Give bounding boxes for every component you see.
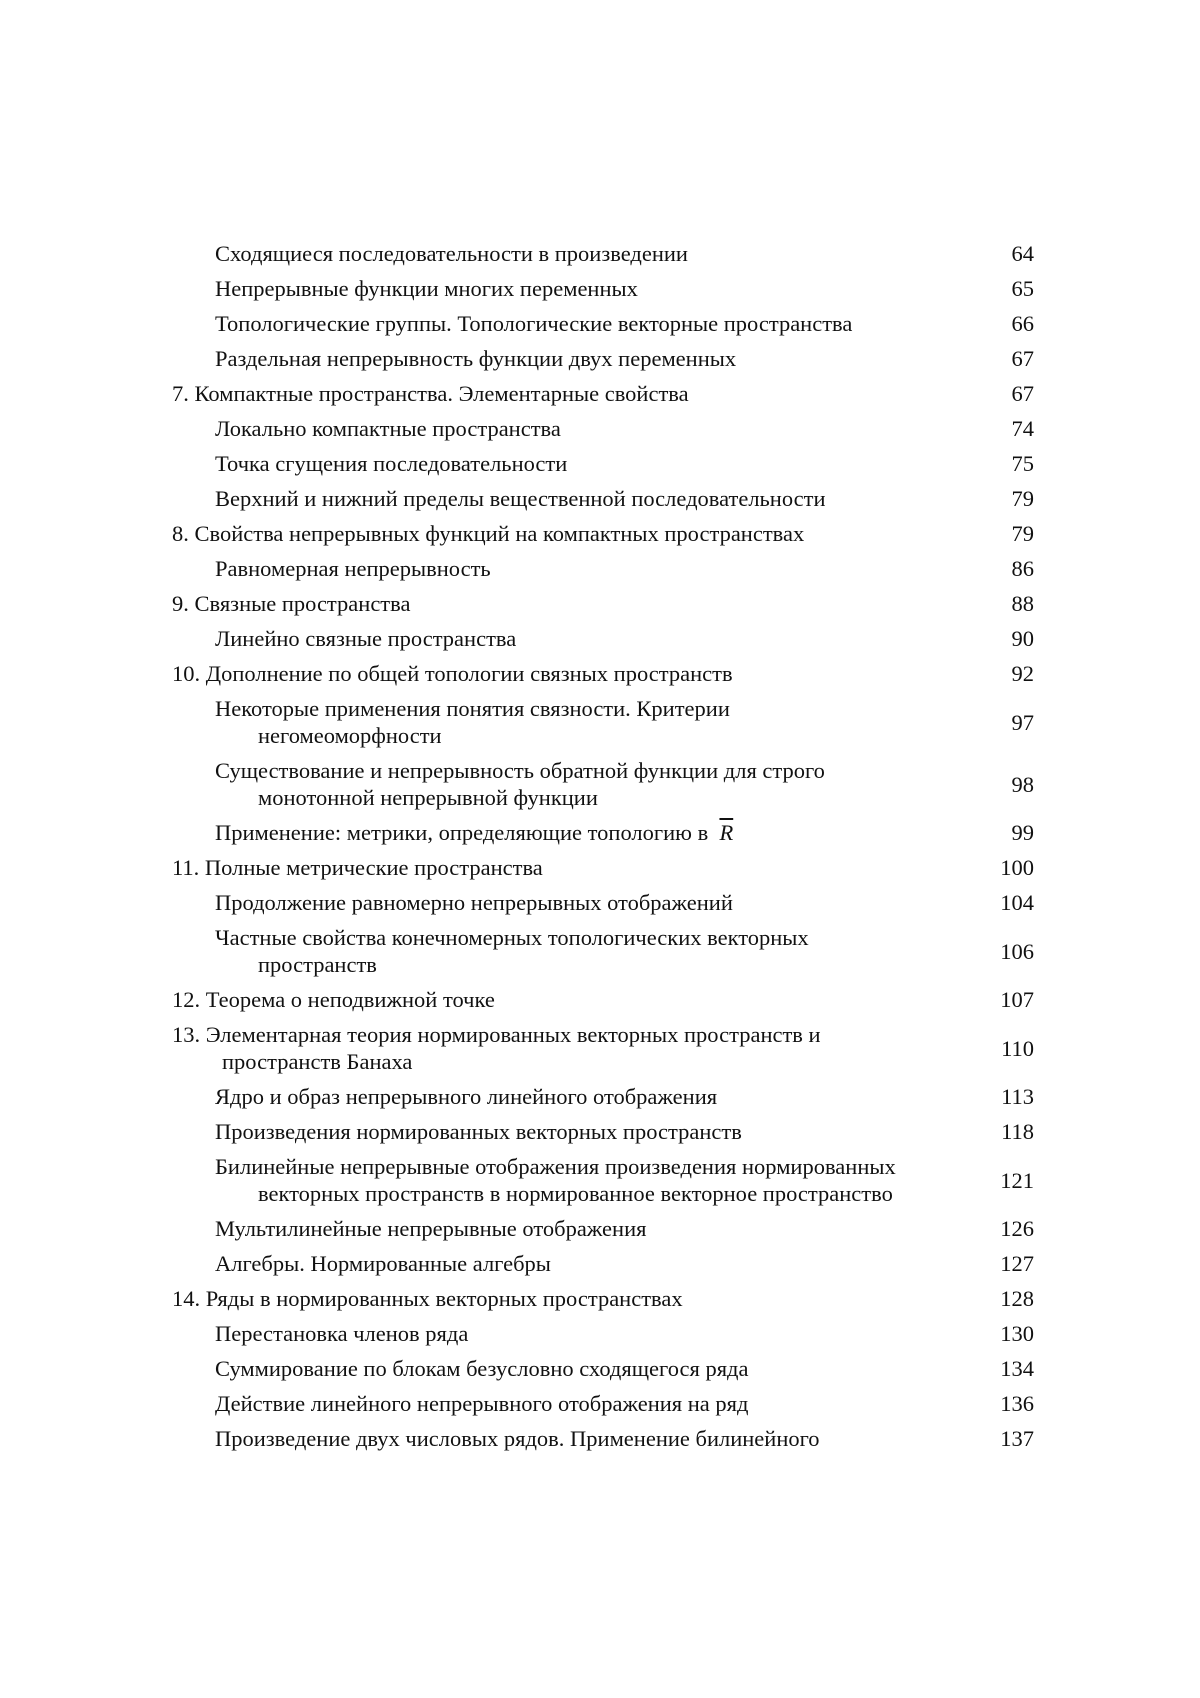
- toc-entry-page: 88: [1011, 591, 1034, 616]
- toc-entry-page: 97: [1011, 709, 1034, 735]
- toc-entry-title: 9. Связные пространства: [172, 591, 411, 616]
- toc-entry-page: 92: [1011, 661, 1034, 686]
- toc-entry-title: [172, 695, 974, 749]
- toc-entry: [172, 1115, 1034, 1150]
- toc-section-entry: [172, 377, 1034, 412]
- toc-entry-page: 64: [1011, 241, 1034, 266]
- toc-entry-title-line: 13. Элементарная теория нормированных векторных пространств и: [172, 1022, 821, 1047]
- toc-section-entry: [172, 517, 1034, 552]
- toc-entry: [172, 342, 1034, 377]
- toc-entry-page: 75: [1011, 451, 1034, 476]
- toc-entry-title: Сходящиеся последовательности в произведении: [215, 241, 688, 266]
- toc-entry-title: Продолжение равномерно непрерывных отображений: [215, 890, 733, 915]
- toc-entry-page: 90: [1011, 626, 1034, 651]
- toc-entry-title-continuation: негомеоморфности: [258, 723, 442, 748]
- toc-section-entry: [172, 851, 1034, 886]
- toc-entry-page: 100: [1000, 855, 1034, 880]
- toc-entry-title-continuation: векторных пространств в нормированное векторное пространство: [258, 1181, 893, 1206]
- toc-entry-page: 127: [1000, 1251, 1034, 1276]
- toc-entry-title: [172, 1021, 974, 1075]
- toc-entry-title: Произведения нормированных векторных пространств: [215, 1119, 742, 1144]
- toc-entry-page: 128: [1000, 1286, 1034, 1311]
- toc-entry: [172, 754, 1034, 816]
- toc-entry: [172, 1150, 1034, 1212]
- toc-entry-page: 134: [1000, 1356, 1034, 1381]
- toc-entry: [172, 921, 1034, 983]
- toc-entry-page: 110: [1001, 1035, 1034, 1061]
- toc-entry-page: 130: [1000, 1321, 1034, 1346]
- toc-entry: [172, 1422, 1034, 1457]
- toc-entry-title: 11. Полные метрические пространства: [172, 855, 543, 880]
- toc-section-entry: [172, 1282, 1034, 1317]
- toc-section-entry: [172, 983, 1034, 1018]
- toc-entry: [172, 1317, 1034, 1352]
- toc-entry-page: 79: [1011, 521, 1034, 546]
- toc-entry-title: Равномерная непрерывность: [215, 556, 491, 581]
- toc-entry-page: 74: [1011, 416, 1034, 441]
- toc-entry: [172, 552, 1034, 587]
- table-of-contents: [172, 237, 1034, 1457]
- toc-entry-title: Локально компактные пространства: [215, 416, 561, 441]
- toc-section-entry: [172, 587, 1034, 622]
- extended-reals-symbol: $\overline{R}$: [719, 820, 734, 845]
- toc-entry: [172, 307, 1034, 342]
- toc-entry-title: Суммирование по блокам безусловно сходящегося ряда: [215, 1356, 749, 1381]
- toc-entry-title: [172, 1153, 974, 1207]
- toc-entry-page: 65: [1011, 276, 1034, 301]
- toc-entry-title: Точка сгущения последовательности: [215, 451, 568, 476]
- toc-entry-title-continuation: монотонной непрерывной функции: [258, 785, 598, 810]
- toc-entry: [172, 237, 1034, 272]
- toc-entry-page: 67: [1011, 381, 1034, 406]
- toc-entry: [172, 1080, 1034, 1115]
- toc-entry-title-continuation: пространств: [258, 952, 377, 977]
- toc-entry-title: [172, 924, 974, 978]
- toc-entry-page: 107: [1000, 987, 1034, 1012]
- toc-entry-title: Мультилинейные непрерывные отображения: [215, 1216, 647, 1241]
- toc-entry-page: 106: [1000, 938, 1034, 964]
- toc-entry-page: 118: [1001, 1119, 1034, 1144]
- toc-entry-title-line: Частные свойства конечномерных топологических векторных: [215, 925, 809, 950]
- toc-entry-page: 136: [1000, 1391, 1034, 1416]
- toc-entry-title: Перестановка членов ряда: [215, 1321, 469, 1346]
- toc-entry-page: 67: [1011, 346, 1034, 371]
- toc-entry: [172, 1387, 1034, 1422]
- toc-entry-title: Алгебры. Нормированные алгебры: [215, 1251, 551, 1276]
- toc-entry-title: Раздельная непрерывность функции двух переменных: [215, 346, 737, 371]
- toc-entry-title: Верхний и нижний пределы вещественной последовательности: [215, 486, 826, 511]
- toc-entry-title-line: Билинейные непрерывные отображения произведения нормированных: [215, 1154, 896, 1179]
- toc-entry: [172, 482, 1034, 517]
- toc-entry: [172, 1247, 1034, 1282]
- toc-entry-title-text: Применение: метрики, определяющие топологию в: [215, 820, 709, 845]
- toc-entry: [172, 272, 1034, 307]
- toc-entry-title-line: Некоторые применения понятия связности. Критерии: [215, 696, 730, 721]
- toc-entry-title: Произведение двух числовых рядов. Применение билинейного: [215, 1426, 820, 1451]
- toc-entry: [172, 692, 1034, 754]
- toc-entry-title: 10. Дополнение по общей топологии связных пространств: [172, 661, 733, 686]
- toc-entry: [172, 816, 1034, 851]
- toc-entry: [172, 412, 1034, 447]
- toc-entry-page: 121: [1000, 1167, 1034, 1193]
- toc-entry: [172, 1352, 1034, 1387]
- toc-entry-page: 86: [1011, 556, 1034, 581]
- toc-entry-title: 7. Компактные пространства. Элементарные свойства: [172, 381, 689, 406]
- toc-entry-title: [172, 757, 974, 811]
- toc-entry-title: 12. Теорема о неподвижной точке: [172, 987, 495, 1012]
- toc-entry: [172, 447, 1034, 482]
- toc-entry-page: 137: [1000, 1426, 1034, 1451]
- toc-entry-title: Ядро и образ непрерывного линейного отображения: [215, 1084, 718, 1109]
- toc-entry-title: 14. Ряды в нормированных векторных пространствах: [172, 1286, 683, 1311]
- toc-entry: [172, 1212, 1034, 1247]
- toc-entry-title: Линейно связные пространства: [215, 626, 517, 651]
- toc-entry-title-line: Существование и непрерывность обратной функции для строго: [215, 758, 825, 783]
- toc-entry-page: 99: [1011, 820, 1034, 845]
- toc-entry-title-continuation: пространств Банаха: [222, 1049, 413, 1074]
- toc-entry-page: 66: [1011, 311, 1034, 336]
- toc-section-entry: [172, 657, 1034, 692]
- toc-entry-title: Действие линейного непрерывного отображения на ряд: [215, 1391, 749, 1416]
- toc-entry-page: 126: [1000, 1216, 1034, 1241]
- toc-entry-page: 113: [1001, 1084, 1034, 1109]
- toc-entry: [172, 622, 1034, 657]
- toc-entry-title: 8. Свойства непрерывных функций на компактных пространствах: [172, 521, 805, 546]
- toc-section-entry: [172, 1018, 1034, 1080]
- toc-entry: [172, 886, 1034, 921]
- toc-entry-page: 79: [1011, 486, 1034, 511]
- toc-entry-title: Топологические группы. Топологические векторные пространства: [215, 311, 853, 336]
- toc-entry-page: 98: [1011, 771, 1034, 797]
- toc-entry-title: Непрерывные функции многих переменных: [215, 276, 638, 301]
- toc-entry-title: [172, 819, 974, 846]
- toc-entry-page: 104: [1000, 890, 1034, 915]
